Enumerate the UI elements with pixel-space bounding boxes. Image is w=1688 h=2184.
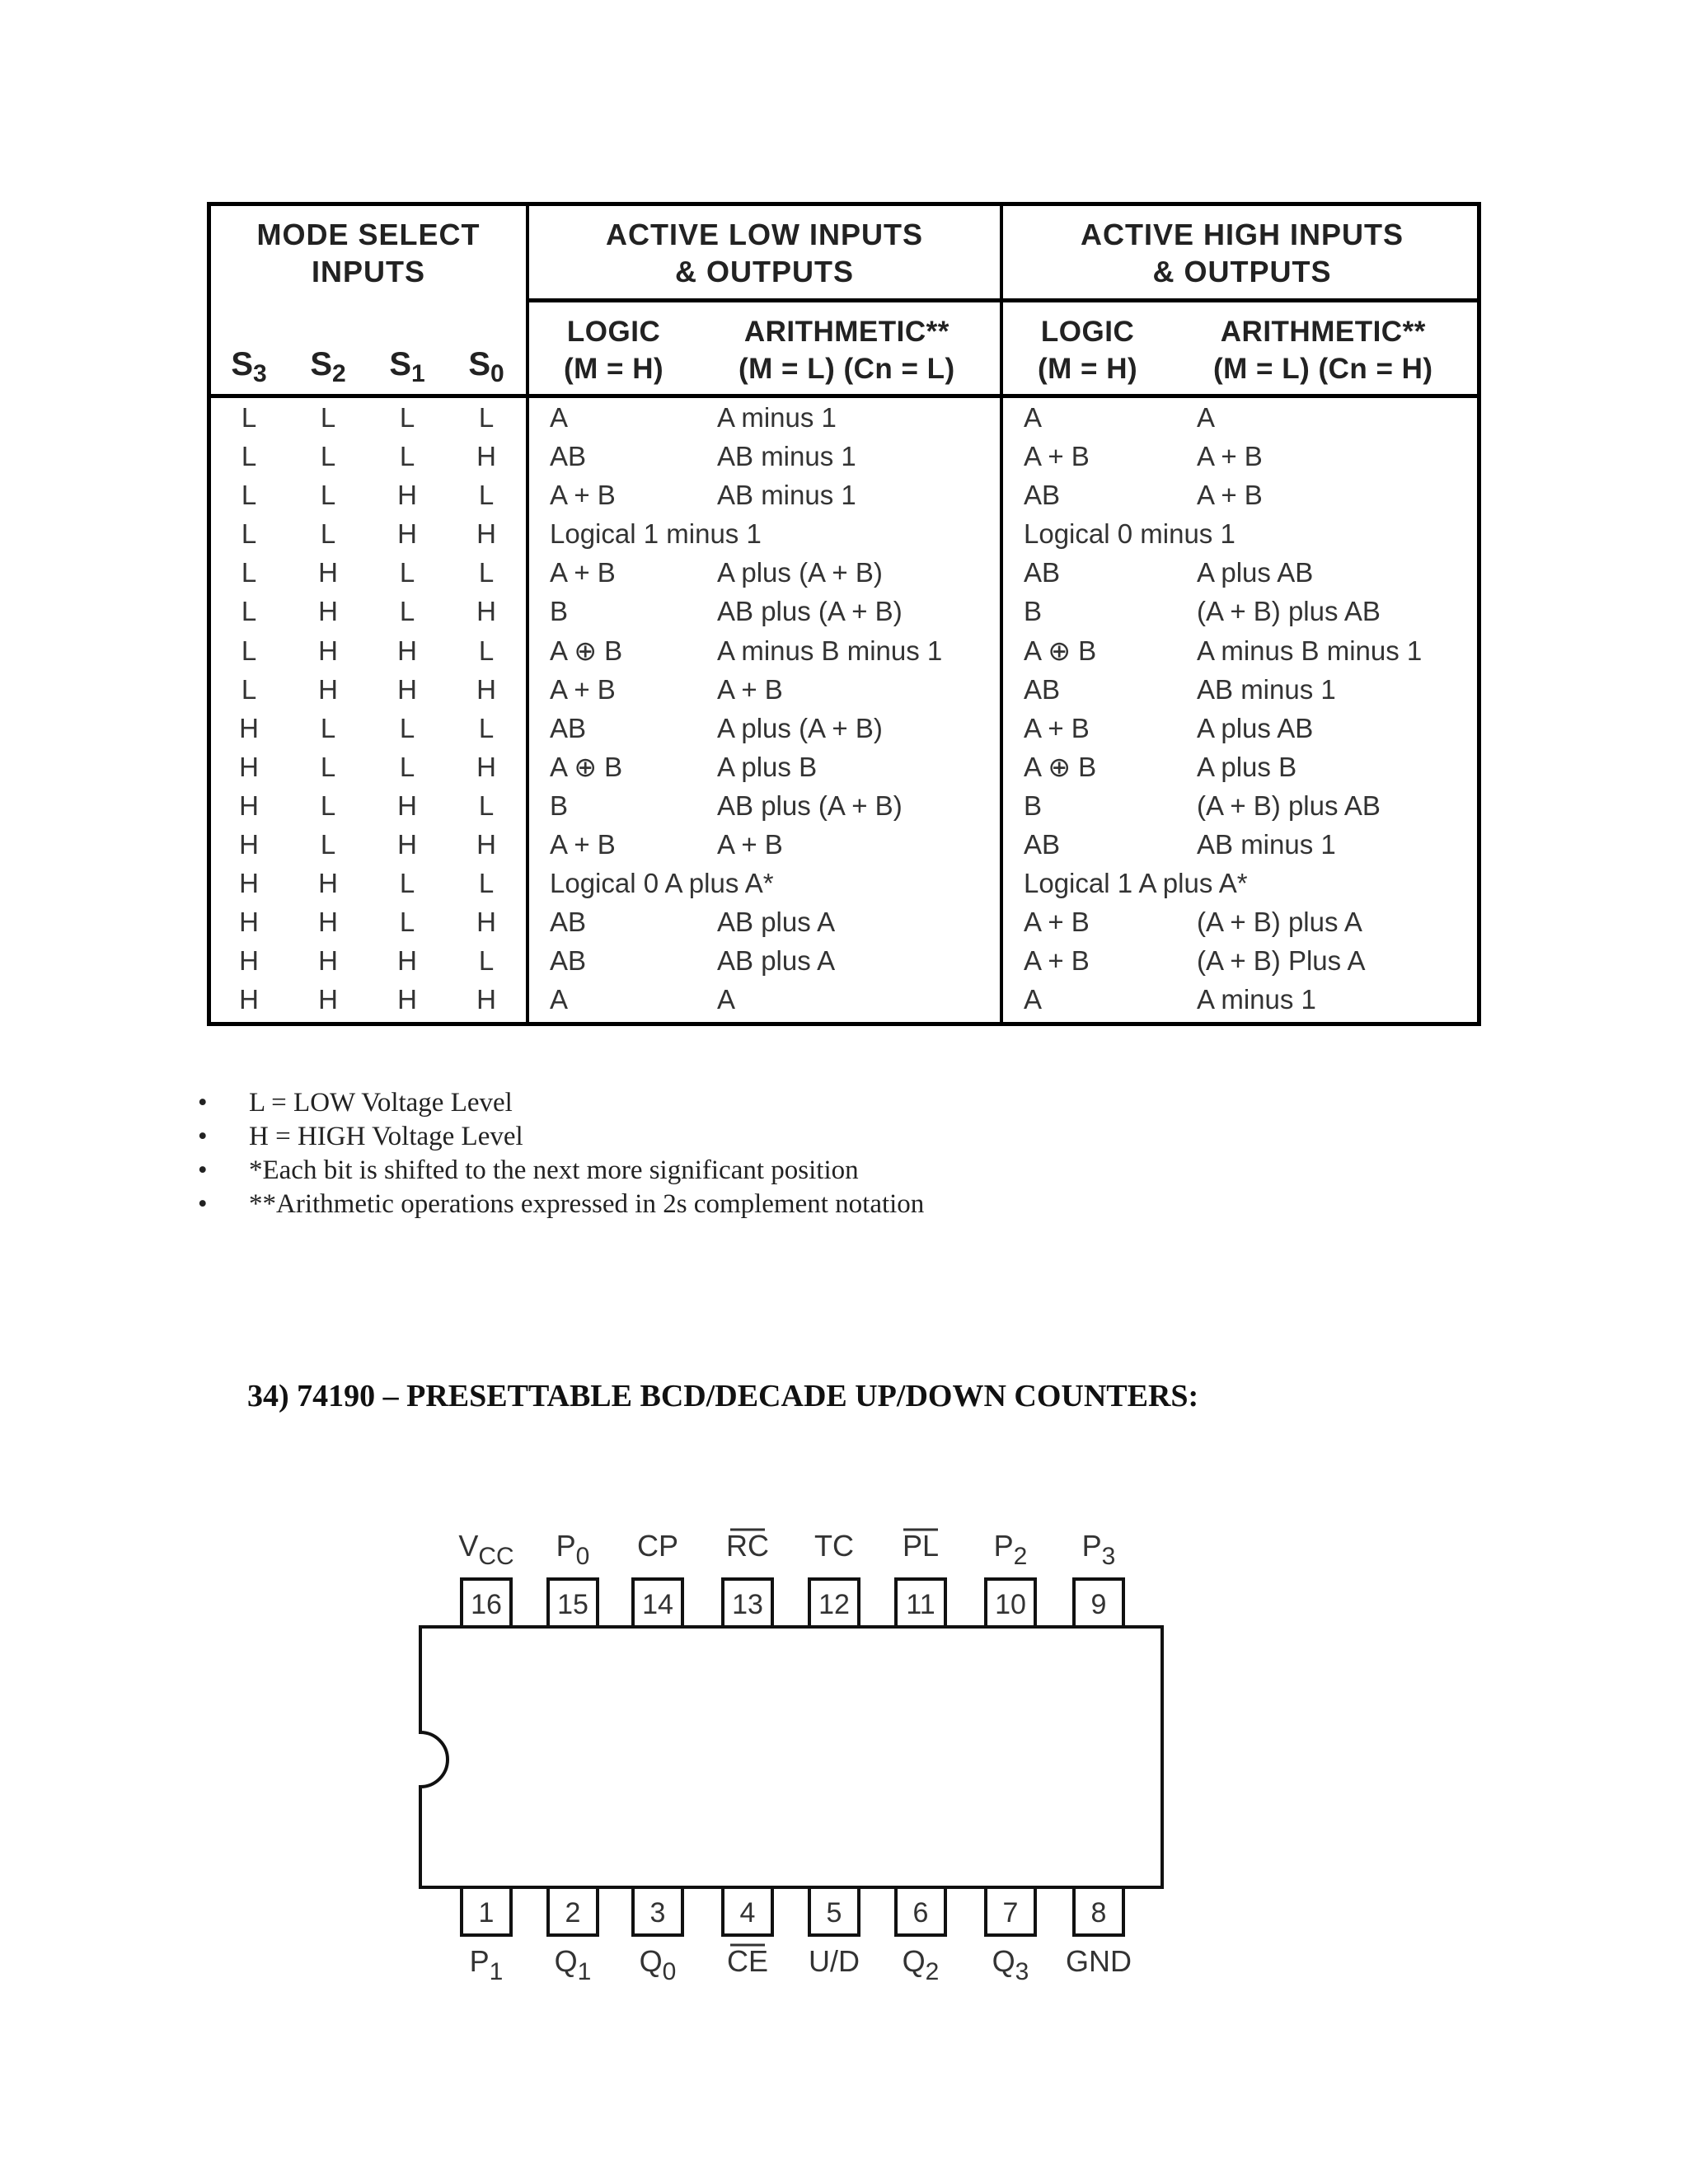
cell-low-arith: AB minus 1 xyxy=(717,480,856,511)
cell-s2: L xyxy=(320,829,336,860)
pin-label: $P_1$ xyxy=(469,1944,504,1985)
cell-s1: H xyxy=(397,518,417,550)
cell-s1: H xyxy=(397,829,417,860)
cell-s1: H xyxy=(397,945,417,977)
cell-low-logic: Logical 0 A plus A* xyxy=(550,868,774,899)
cell-high-logic: AB xyxy=(1024,557,1061,588)
cell-high-arith: A plus AB xyxy=(1197,557,1314,588)
cell-low-arith: AB plus (A + B) xyxy=(717,790,903,821)
ic-body xyxy=(420,1627,1162,1887)
cell-high-logic: A xyxy=(1024,984,1043,1015)
cell-s3: H xyxy=(239,945,259,977)
cell-low-logic: A xyxy=(550,984,569,1015)
mode-select-header: MODE SELECT INPUTS xyxy=(256,218,481,288)
pin-number: 8 xyxy=(1090,1897,1107,1929)
pin-label: $P_3$ xyxy=(1081,1529,1116,1570)
cell-s1: H xyxy=(397,673,417,705)
cell-s0: H xyxy=(476,518,496,550)
pin-label: $Q_2$ xyxy=(902,1944,940,1985)
cell-high-arith: A + B xyxy=(1197,480,1263,511)
cell-high-logic: A ⊕ B xyxy=(1024,635,1097,666)
cell-s0: L xyxy=(478,402,495,433)
cell-s0: L xyxy=(478,635,495,666)
pin-number: 13 xyxy=(732,1589,763,1620)
cell-high-logic: B xyxy=(1024,790,1043,821)
cell-low-arith: A + B xyxy=(717,829,783,860)
table-row xyxy=(211,514,1477,553)
pin-number: 6 xyxy=(912,1897,929,1929)
low-logic-header: LOGIC (M = H) xyxy=(564,316,664,385)
ic-pinout-diagram xyxy=(396,1516,1187,1994)
cell-s0: H xyxy=(476,596,496,627)
pin-label: $P_2$ xyxy=(993,1529,1028,1570)
pin-label: $Q_0$ xyxy=(639,1944,677,1985)
cell-high-arith: A + B xyxy=(1197,441,1263,472)
pin-14 xyxy=(633,1529,682,1627)
pin-6 xyxy=(896,1887,945,1985)
cell-s3: L xyxy=(241,518,257,550)
cell-s0: H xyxy=(476,984,496,1015)
cell-s0: H xyxy=(476,751,496,782)
cell-high-arith: (A + B) plus AB xyxy=(1197,596,1381,627)
cell-s1: H xyxy=(397,480,417,511)
cell-low-arith: A plus (A + B) xyxy=(717,557,883,588)
cell-s0: L xyxy=(478,945,495,977)
cell-s2: H xyxy=(318,596,338,627)
pin-10 xyxy=(986,1529,1035,1627)
pin-number: 2 xyxy=(565,1897,581,1929)
table-row xyxy=(211,980,1477,1019)
cell-low-logic: A + B xyxy=(550,829,616,860)
cell-s1: H xyxy=(397,790,417,821)
table-row xyxy=(211,941,1477,980)
cell-s1: L xyxy=(399,868,415,899)
cell-high-logic: A + B xyxy=(1024,712,1090,743)
cell-s2: L xyxy=(320,480,336,511)
cell-s1: H xyxy=(397,984,417,1015)
table-row xyxy=(211,476,1477,514)
cell-s3: L xyxy=(241,596,257,627)
cell-low-arith: A xyxy=(717,984,736,1015)
table-row xyxy=(211,592,1477,630)
cell-low-logic: A + B xyxy=(550,673,616,705)
pin-number: 1 xyxy=(478,1897,495,1929)
cell-high-arith: A minus 1 xyxy=(1197,984,1316,1015)
pin-label: TC xyxy=(814,1529,854,1563)
note-item: • *Each bit is shifted to the next more significant position xyxy=(198,1155,859,1185)
cell-s3: L xyxy=(241,673,257,705)
cell-high-arith: A minus B minus 1 xyxy=(1197,635,1423,666)
cell-s3: H xyxy=(239,829,259,860)
cell-high-arith: AB minus 1 xyxy=(1197,829,1336,860)
pin-label: $V_{CC}$ xyxy=(458,1529,514,1570)
pin-label: $Q_1$ xyxy=(554,1944,592,1985)
cell-low-arith: A plus B xyxy=(717,751,818,782)
cell-low-arith: AB plus (A + B) xyxy=(717,596,903,627)
pin-label: U/D xyxy=(809,1944,860,1978)
cell-s2: L xyxy=(320,518,336,550)
pin-number: 7 xyxy=(1002,1897,1019,1929)
table-row xyxy=(211,398,1477,437)
pin-label: GND xyxy=(1066,1944,1132,1978)
table-row xyxy=(211,437,1477,476)
cell-low-logic: AB xyxy=(550,907,587,938)
pin-number: 5 xyxy=(826,1897,842,1929)
cell-s3: H xyxy=(239,907,259,938)
pin-8 xyxy=(1066,1887,1132,1978)
pin-12 xyxy=(809,1529,859,1627)
pin-number: 11 xyxy=(906,1589,935,1620)
select-header-s0: $S_0$ xyxy=(468,346,504,387)
cell-s0: H xyxy=(476,673,496,705)
pin-2 xyxy=(548,1887,598,1985)
section-heading: 34) 74190 – PRESETTABLE BCD/DECADE UP/DOWN COUNTERS: xyxy=(247,1379,1199,1413)
cell-s3: H xyxy=(239,790,259,821)
cell-s3: L xyxy=(241,557,257,588)
cell-high-arith: A plus AB xyxy=(1197,712,1314,743)
cell-high-arith: (A + B) Plus A xyxy=(1197,945,1366,977)
cell-s0: L xyxy=(478,557,495,588)
pin-number: 16 xyxy=(471,1589,502,1620)
pin-4 xyxy=(723,1887,772,1978)
cell-s0: L xyxy=(478,712,495,743)
pin-9 xyxy=(1074,1529,1123,1627)
table-row xyxy=(211,902,1477,941)
pin-number: 4 xyxy=(739,1897,756,1929)
cell-low-logic: A + B xyxy=(550,480,616,511)
cell-high-logic: Logical 1 A plus A* xyxy=(1024,868,1248,899)
cell-high-logic: Logical 0 minus 1 xyxy=(1024,518,1236,550)
pin-number: 9 xyxy=(1090,1589,1107,1620)
cell-high-logic: AB xyxy=(1024,480,1061,511)
cell-low-arith: AB minus 1 xyxy=(717,441,856,472)
pin-number: 14 xyxy=(642,1589,673,1620)
pin-number: 15 xyxy=(557,1589,588,1620)
cell-high-logic: A + B xyxy=(1024,441,1090,472)
pin-11 xyxy=(896,1529,945,1627)
select-header-s3: $S_3$ xyxy=(231,346,267,387)
pin-label: RC xyxy=(726,1529,769,1563)
pin-1 xyxy=(462,1887,511,1985)
cell-s2: H xyxy=(318,907,338,938)
cell-s2: L xyxy=(320,751,336,782)
cell-low-logic: AB xyxy=(550,712,587,743)
cell-high-arith: A xyxy=(1197,402,1216,433)
note-item: • H = HIGH Voltage Level xyxy=(198,1122,523,1151)
cell-s2: L xyxy=(320,402,336,433)
cell-s0: H xyxy=(476,441,496,472)
table-row xyxy=(211,553,1477,592)
pin-15 xyxy=(548,1529,598,1627)
cell-s2: H xyxy=(318,673,338,705)
cell-high-logic: A ⊕ B xyxy=(1024,751,1097,782)
cell-high-arith: (A + B) plus AB xyxy=(1197,790,1381,821)
pin-number: 10 xyxy=(995,1589,1026,1620)
pin-5 xyxy=(809,1887,860,1978)
cell-low-logic: AB xyxy=(550,441,587,472)
pin-label: $Q_3$ xyxy=(992,1944,1029,1985)
cell-low-arith: AB plus A xyxy=(717,945,836,977)
high-arith-header: ARITHMETIC** (M = L) (Cn = H) xyxy=(1213,316,1433,385)
cell-high-logic: A + B xyxy=(1024,945,1090,977)
cell-s0: L xyxy=(478,790,495,821)
cell-s2: H xyxy=(318,635,338,666)
note-item: • L = LOW Voltage Level xyxy=(198,1088,513,1118)
cell-s0: H xyxy=(476,907,496,938)
cell-s3: H xyxy=(239,984,259,1015)
cell-high-logic: AB xyxy=(1024,829,1061,860)
cell-low-arith: A plus (A + B) xyxy=(717,712,883,743)
cell-s3: L xyxy=(241,402,257,433)
cell-high-logic: B xyxy=(1024,596,1043,627)
cell-low-arith: A + B xyxy=(717,673,783,705)
cell-s1: H xyxy=(397,635,417,666)
legend-notes xyxy=(198,1086,924,1221)
cell-s1: L xyxy=(399,596,415,627)
table-row xyxy=(211,864,1477,902)
cell-s2: H xyxy=(318,945,338,977)
table-body xyxy=(211,398,1477,1019)
cell-s1: L xyxy=(399,712,415,743)
cell-high-arith: (A + B) plus A xyxy=(1197,907,1362,938)
cell-low-arith: A minus 1 xyxy=(717,402,837,433)
function-table xyxy=(207,202,1481,1026)
cell-s0: L xyxy=(478,868,495,899)
cell-low-logic: B xyxy=(550,596,569,627)
cell-s3: H xyxy=(239,868,259,899)
cell-s3: H xyxy=(239,751,259,782)
table-row xyxy=(211,786,1477,825)
cell-high-arith: AB minus 1 xyxy=(1197,673,1336,705)
low-arith-header: ARITHMETIC** (M = L) (Cn = L) xyxy=(738,316,955,385)
pin-7 xyxy=(986,1887,1035,1985)
pin-label: $P_0$ xyxy=(556,1529,590,1570)
pin-16 xyxy=(458,1529,513,1627)
cell-s1: L xyxy=(399,441,415,472)
pin-number: 3 xyxy=(649,1897,666,1929)
cell-s2: L xyxy=(320,790,336,821)
active-high-header: ACTIVE HIGH INPUTS & OUTPUTS xyxy=(1080,218,1404,288)
cell-s2: H xyxy=(318,984,338,1015)
pin-13 xyxy=(723,1529,772,1627)
table-row xyxy=(211,748,1477,786)
cell-s1: L xyxy=(399,751,415,782)
cell-high-arith: A plus B xyxy=(1197,751,1297,782)
pin-label: CP xyxy=(636,1529,679,1563)
cell-low-logic: A + B xyxy=(550,557,616,588)
select-header-s2: $S_2$ xyxy=(310,346,346,387)
table-row xyxy=(211,709,1477,748)
cell-s3: L xyxy=(241,480,257,511)
table-row xyxy=(211,825,1477,864)
cell-s2: H xyxy=(318,557,338,588)
cell-s3: L xyxy=(241,441,257,472)
cell-low-logic: AB xyxy=(550,945,587,977)
cell-low-arith: A minus B minus 1 xyxy=(717,635,943,666)
cell-s2: H xyxy=(318,868,338,899)
note-item: • **Arithmetic operations expressed in 2s complement notation xyxy=(198,1189,925,1219)
cell-s3: L xyxy=(241,635,257,666)
pin-label: PL xyxy=(902,1529,940,1563)
active-low-header: ACTIVE LOW INPUTS & OUTPUTS xyxy=(606,218,923,288)
cell-high-logic: AB xyxy=(1024,673,1061,705)
cell-s1: L xyxy=(399,557,415,588)
cell-low-logic: A ⊕ B xyxy=(550,635,623,666)
cell-s2: L xyxy=(320,441,336,472)
cell-s1: L xyxy=(399,402,415,433)
table-row xyxy=(211,631,1477,670)
pin-label: CE xyxy=(726,1944,769,1978)
cell-s0: H xyxy=(476,829,496,860)
table-row xyxy=(211,670,1477,709)
cell-low-logic: A xyxy=(550,402,569,433)
cell-high-logic: A xyxy=(1024,402,1043,433)
cell-s0: L xyxy=(478,480,495,511)
cell-s3: H xyxy=(239,712,259,743)
select-header-s1: $S_1$ xyxy=(389,346,425,387)
cell-low-logic: B xyxy=(550,790,569,821)
high-logic-header: LOGIC (M = H) xyxy=(1038,316,1138,385)
cell-low-logic: A ⊕ B xyxy=(550,751,623,782)
pin-number: 12 xyxy=(818,1589,850,1620)
cell-low-arith: AB plus A xyxy=(717,907,836,938)
cell-s2: L xyxy=(320,712,336,743)
cell-low-logic: Logical 1 minus 1 xyxy=(550,518,762,550)
cell-s1: L xyxy=(399,907,415,938)
header-rule-top xyxy=(526,298,1477,302)
cell-high-logic: A + B xyxy=(1024,907,1090,938)
pin-3 xyxy=(633,1887,682,1985)
